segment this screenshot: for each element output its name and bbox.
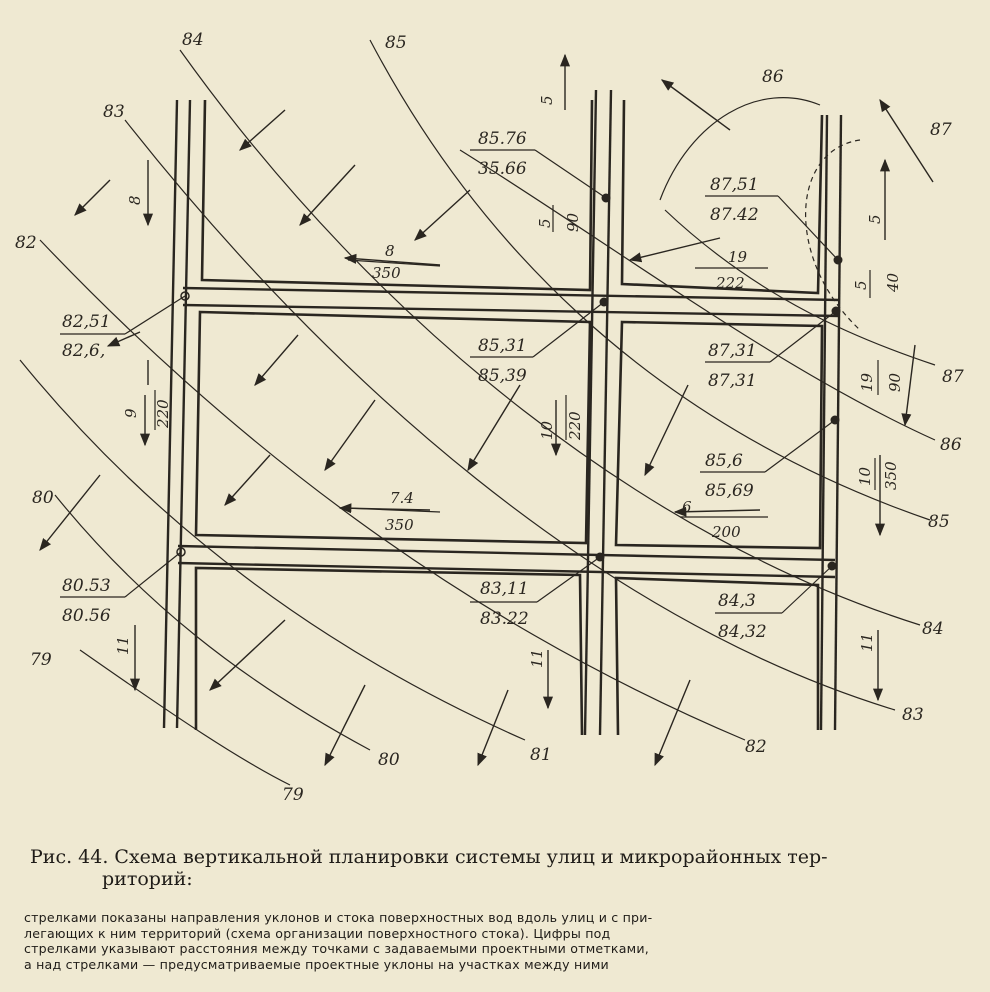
slope-top: 5 bbox=[852, 280, 870, 290]
contour-label: 84 bbox=[922, 619, 944, 639]
elevation-top: 80.53 bbox=[62, 576, 111, 596]
slope-top: 11 bbox=[528, 648, 546, 668]
caption-body-line-2: легающих к ним территорий (схема организации поверхностного стока). Цифры под bbox=[24, 925, 611, 941]
contour-85 bbox=[370, 40, 930, 520]
contour-label: 86 bbox=[762, 67, 784, 87]
elevation-leader bbox=[770, 311, 836, 362]
slope-arrow bbox=[325, 400, 375, 470]
block-middle-left bbox=[196, 312, 590, 543]
slope-arrow bbox=[255, 335, 298, 385]
contour-label: 83 bbox=[902, 705, 924, 725]
slope-arrow bbox=[645, 385, 688, 475]
caption-body-line-4: а над стрелками — предусматриваемые проектные уклоны на участках между ними bbox=[24, 956, 609, 972]
elevation-bottom: 85,39 bbox=[478, 366, 527, 386]
slope-bottom: 90 bbox=[886, 372, 904, 392]
slope-bottom: 200 bbox=[712, 523, 741, 541]
slope-top: 10 bbox=[538, 420, 556, 440]
elevation-bottom: 84,32 bbox=[718, 622, 767, 642]
slope-arrow bbox=[468, 385, 520, 470]
elevation-top: 87,51 bbox=[710, 175, 759, 195]
contour-label: 80 bbox=[32, 488, 54, 508]
slope-bottom: 222 bbox=[716, 274, 745, 292]
contour-label: 83 bbox=[103, 102, 125, 122]
elevation-leader bbox=[125, 552, 181, 597]
slope-arrow bbox=[415, 190, 470, 240]
slope-top: 6 bbox=[682, 498, 692, 516]
elevation-leader bbox=[778, 196, 838, 260]
figure-caption bbox=[26, 846, 966, 890]
contour-label: 87 bbox=[942, 367, 964, 387]
contour-label: 85 bbox=[928, 512, 950, 532]
slope-bottom: 350 bbox=[882, 461, 900, 490]
elevation-top: 87,31 bbox=[708, 341, 757, 361]
slope-arrow bbox=[478, 690, 508, 765]
contour-79 bbox=[80, 650, 290, 785]
slope-top: 11 bbox=[858, 632, 876, 652]
elevation-leader bbox=[125, 296, 185, 334]
caption-title-line-2: риторий: bbox=[102, 868, 193, 890]
slope-top: 5 bbox=[538, 95, 556, 105]
slope-top: 9 bbox=[122, 408, 140, 418]
slope-bottom: 350 bbox=[385, 516, 414, 534]
slope-bottom: 350 bbox=[372, 264, 401, 282]
slope-top: 19 bbox=[728, 248, 748, 266]
slope-top: 8 bbox=[385, 242, 395, 260]
slope-bottom: 220 bbox=[154, 399, 172, 428]
slope-arrow bbox=[630, 238, 720, 260]
slope-arrow bbox=[240, 110, 285, 150]
contour-label: 86 bbox=[940, 435, 962, 455]
contour-label: 82 bbox=[745, 737, 767, 757]
caption-title-line-1: Рис. 44. Схема вертикальной планировки системы улиц и микрорайонных тер- bbox=[30, 846, 828, 868]
elevation-top: 85.76 bbox=[478, 129, 527, 149]
elevation-top: 84,3 bbox=[718, 591, 756, 611]
contour-label: 79 bbox=[30, 650, 52, 670]
slope-arrow bbox=[300, 165, 355, 225]
slope-bottom: 40 bbox=[884, 272, 902, 292]
slope-arrow bbox=[325, 685, 365, 765]
slope-arrow bbox=[75, 180, 110, 215]
elevation-leader bbox=[537, 557, 600, 602]
contour-81 bbox=[20, 360, 525, 740]
slope-top: 5 bbox=[536, 218, 554, 228]
slope-top: 7.4 bbox=[390, 489, 414, 507]
slope-arrow bbox=[655, 680, 690, 765]
street-middle-edge-b bbox=[600, 90, 611, 735]
elevation-top: 85,31 bbox=[478, 336, 527, 356]
caption-body bbox=[24, 910, 979, 972]
elevation-bottom: 83.22 bbox=[480, 609, 529, 629]
contour-label: 79 bbox=[282, 785, 304, 805]
slope-top: 5 bbox=[866, 214, 884, 224]
slope-arrow bbox=[662, 80, 730, 130]
elevation-top: 82,51 bbox=[62, 312, 111, 332]
slope-top: 8 bbox=[126, 195, 144, 205]
slope-top: 10 bbox=[856, 466, 874, 486]
caption-body-line-3: стрелками указывают расстояния между точками с задаваемыми проектными отметками, bbox=[24, 941, 649, 956]
caption-body-line-1: стрелками показаны направления уклонов и стока поверхностных вод вдоль улиц и с при- bbox=[24, 910, 653, 925]
contour-84 bbox=[180, 50, 920, 625]
contour-label: 81 bbox=[530, 745, 552, 765]
elevation-bottom: 85,69 bbox=[705, 481, 754, 501]
elevation-bottom: 82,6, bbox=[62, 341, 106, 361]
elevation-bottom: 87.42 bbox=[710, 205, 759, 225]
contour-label: 85 bbox=[385, 33, 407, 53]
slope-bottom: 220 bbox=[566, 411, 584, 440]
street-left-edge-b bbox=[177, 100, 190, 728]
slope-arrow bbox=[40, 475, 100, 550]
block-bottom-right bbox=[616, 578, 818, 735]
elevation-bottom: 87,31 bbox=[708, 371, 757, 391]
slope-arrow bbox=[880, 100, 933, 182]
slope-arrow bbox=[905, 345, 915, 425]
slope-top: 19 bbox=[858, 372, 876, 392]
contour-label: 80 bbox=[378, 750, 400, 770]
contour-label: 87 bbox=[930, 120, 952, 140]
elevation-top: 83,11 bbox=[480, 579, 529, 599]
contour-label: 84 bbox=[182, 30, 204, 50]
elevation-bottom: 35.66 bbox=[478, 159, 527, 179]
slope-arrow bbox=[225, 455, 270, 505]
contour-label: 82 bbox=[15, 233, 37, 253]
elevation-bottom: 80.56 bbox=[62, 606, 111, 626]
slope-bottom: 90 bbox=[564, 212, 582, 232]
elevation-top: 85,6 bbox=[705, 451, 743, 471]
slope-top: 11 bbox=[114, 635, 132, 655]
